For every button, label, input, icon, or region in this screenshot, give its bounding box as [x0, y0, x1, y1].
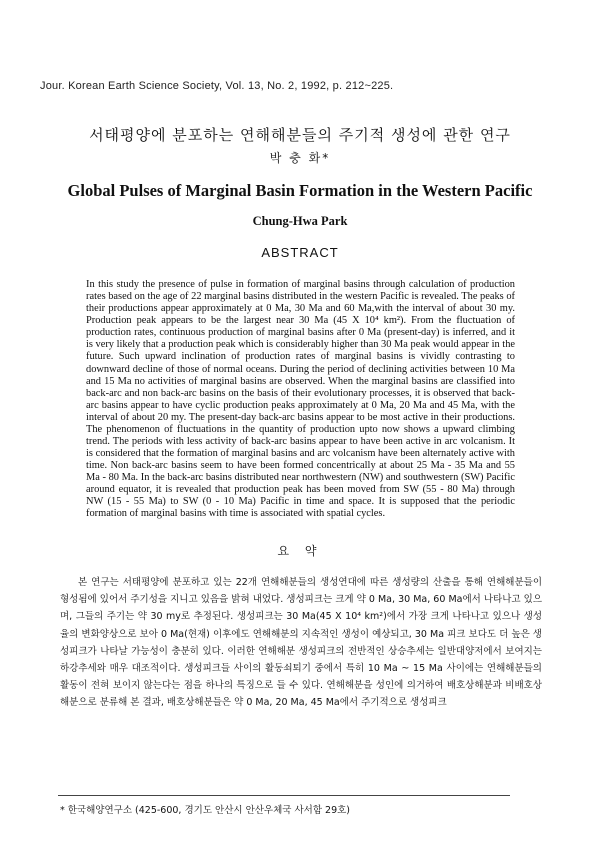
korean-title: 서태평양에 분포하는 연해해분들의 주기적 생성에 관한 연구: [89, 126, 511, 144]
korean-author: 박 충 화*: [269, 151, 331, 165]
journal-citation: Jour. Korean Earth Science Society, Vol. 13, No. 2, 1992, p. 212~225.: [40, 80, 394, 92]
author-affiliation-footnote: * 한국해양연구소 (425-600, 경기도 안산시 안산우체국 사서함 29호): [60, 805, 350, 816]
korean-abstract-heading: 요 약: [277, 544, 323, 558]
english-title: Global Pulses of Marginal Basin Formation in the Western Pacific: [67, 181, 533, 200]
english-author: Chung-Hwa Park: [252, 214, 348, 228]
korean-abstract-body: 본 연구는 서태평양에 분포하고 있는 22개 연해해분들의 생성연대에 따른 생성량의 산출을 통해 연해해분들이 형성됨에 있어서 주기성을 지니고 있음을 밝혀 내었다. 생성피크는 크게 약 0 Ma, 30 Ma, 60 Ma에서 나타나고 있으며, 그들의 주기는 약 30 my로 추정된다. 생성피크는 30 Ma(45 X 10⁴ km²)에서 가장 크게 나타나고 있으나 생성율의 변화양상으로 보아 0 Ma(현재) 이후에도 연해해분의 지속적인 생성이 예상되고, 30 Ma 피크 보다도 더 높은 생성피크가 나타날 가능성이 충분히 있다. 이러한 연해해분 생성피크의 전반적인 상승추세는 일반대양저에서 보여지는 하강추세와 매우 대조적이다. 생성피크들 사이의 활동쇠퇴기 중에서 특히 10 Ma ~ 15 Ma 사이에는 연해해분들의 활동이 전혀 보이지 않는다는 점을 하나의 특징으로 들 수 있다. 연해해분을 성인에 의거하여 배호상해분과 비배호상해분으로 분류해 본 결과, 배호상해분들은 약 0 Ma, 20 Ma, 45 Ma에서 주기적으로 생성피크: [60, 577, 542, 709]
abstract-heading: ABSTRACT: [261, 245, 339, 260]
footnote-divider: [58, 795, 510, 796]
abstract-body: In this study the presence of pulse in formation of marginal basins through calculation of production rates based on the age of 22 marginal basins distributed in the western Pacific is revealed. The peaks of their productions appear approximately at 0 Ma, 30 Ma and 60 Ma,with the interval of about 30 my. Production peak appears to be the largest near 30 Ma (45 X 10⁴ km²). From the fluctuation of production rates, continuous production of marginal basins after 0 Ma (present-day) is inferred, and it is very likely that a production peak which is considerably higher than 30 Ma peak would appear in the future. Such upward inclination of production rates of marginal basins is vividly contrasting to downward decline of those of normal oceans. During the period of declining activities between 10 Ma and 15 Ma no activities of marginal basins are observed. When the marginal basins are classified into back-arc and non back-arc basins on the basis of their evolutionary processes, it is observed that back-arc basins appear to have cyclic production peaks approximately at 0 Ma, 20 Ma and 45 Ma, with the interval of about 20 my. The present-day back-arc basins appear to be most active in their productions. The phenomenon of fluctuations in the quantity of production upto now shows a upward climbing trend. The periods with less activity of back-arc basins appear to have been active in arc volcanism. It is considered that the formation of marginal basins and arc volcanism have been alternately active with time. Non back-arc basins seem to have been formed concentrically at about 25 Ma - 35 Ma and 55 Ma - 80 Ma. In the back-arc basins distributed near northwestern (NW) and southwestern (SW) Pacific around equator, it is revealed that production peak has been moved from SW (55 - 80 Ma) through NW (15 - 55 Ma) to SW (0 - 10 Ma) Pacific in time and space. It is supposed that the periodic formation of marginal basins with time is associated with spatial cycles.: [86, 279, 515, 520]
